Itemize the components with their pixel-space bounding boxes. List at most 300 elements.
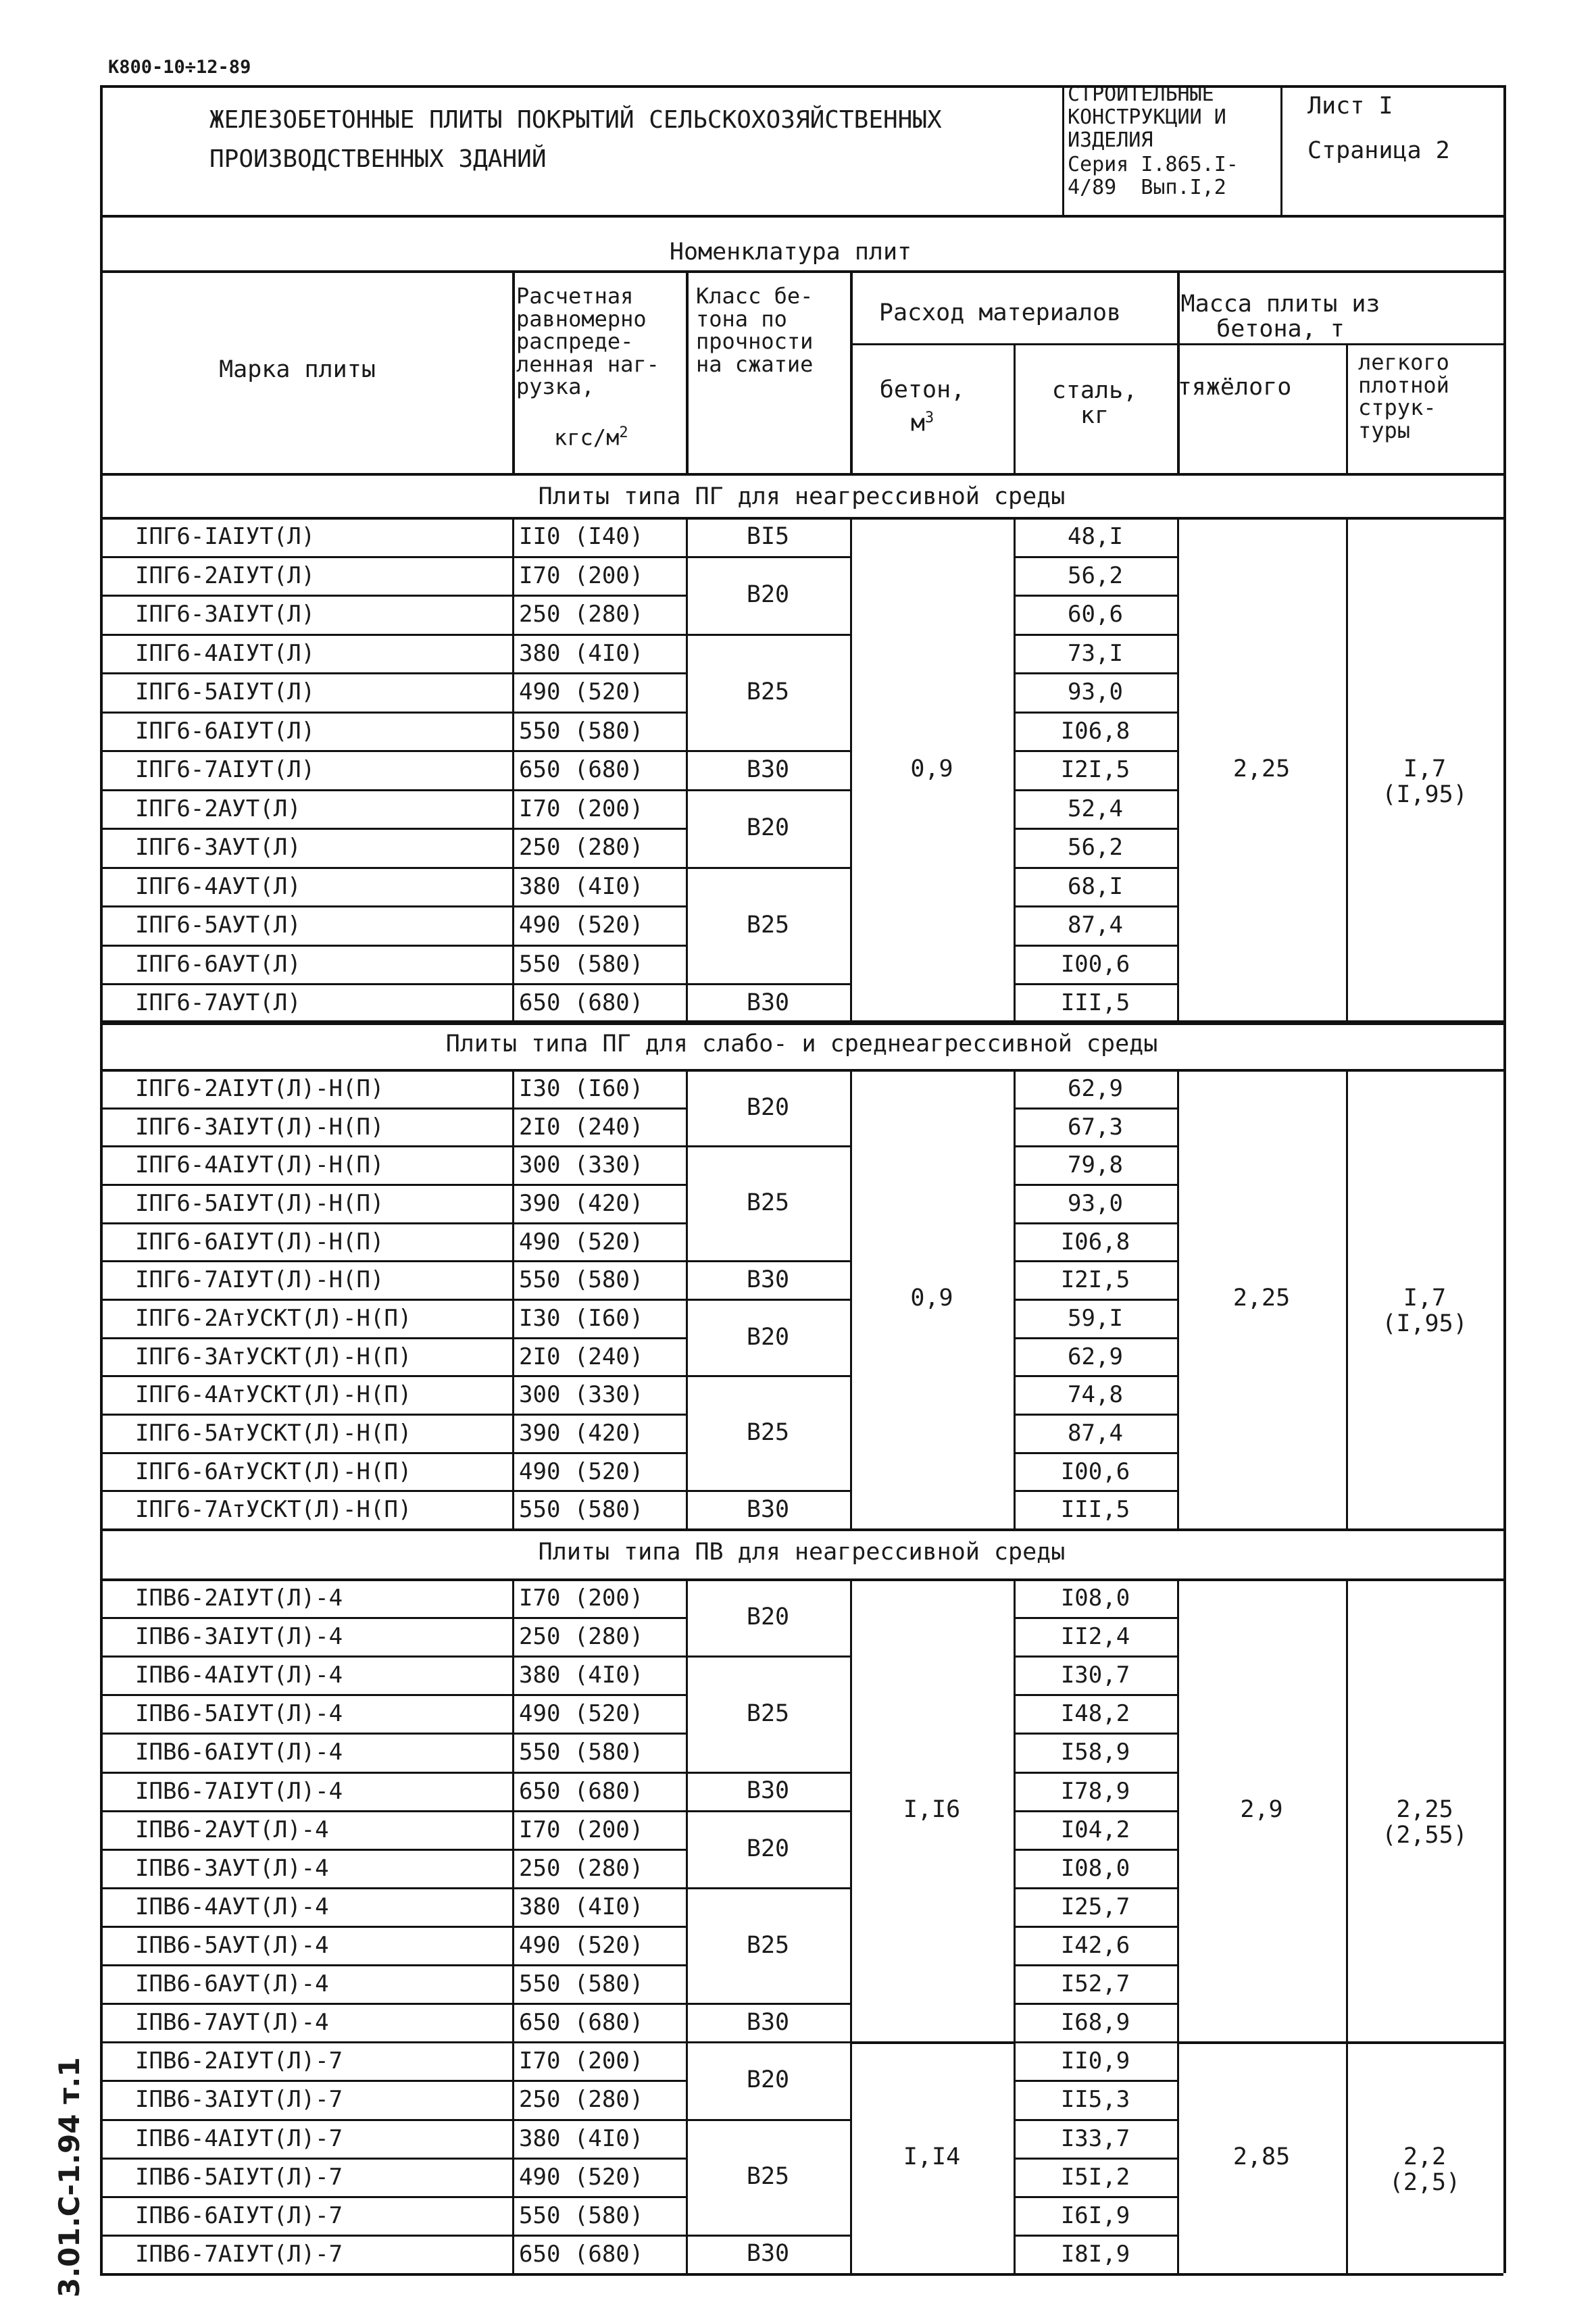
plate-mark: IПГ6-4AIУТ(Л) — [135, 639, 316, 667]
row-line — [100, 1656, 686, 1658]
section-title: Плиты типа ПГ для слабо- и среднеагрессивной среды — [445, 1030, 1158, 1057]
class-span-line — [686, 2041, 850, 2043]
row-line — [100, 2041, 686, 2043]
plate-mark: IПГ6-6AIУТ(Л)-Н(П) — [135, 1228, 384, 1255]
row-line — [100, 2235, 686, 2237]
design-load: 380 (4I0) — [519, 1893, 644, 1920]
plate-mark: IПВ6-3AIУТ(Л)-4 — [135, 1623, 343, 1651]
mass-light-concrete-alt: (I,95) — [1382, 1310, 1468, 1338]
design-load: I30 (I60) — [519, 1305, 644, 1333]
row-line — [1014, 1260, 1177, 1262]
design-load: 490 (520) — [519, 912, 644, 939]
plate-mark: IПВ6-5AIУТ(Л)-4 — [135, 1700, 343, 1728]
row-line — [100, 1107, 686, 1110]
class-span-line — [686, 750, 850, 752]
row-line — [1014, 1656, 1177, 1658]
row-line — [1014, 905, 1177, 907]
section-title: Плиты типа ПГ для неагрессивной среды — [538, 483, 1066, 510]
row-line — [1014, 2003, 1177, 2005]
row-line — [100, 1414, 686, 1416]
row-line — [100, 1694, 686, 1696]
steel-consumption: 87,4 — [1068, 912, 1123, 939]
row-line — [1014, 2158, 1177, 2160]
row-line — [100, 1375, 686, 1377]
row-line — [100, 1260, 686, 1262]
row-line — [1014, 1887, 1177, 1889]
row-line — [100, 1617, 686, 1619]
design-load: 550 (580) — [519, 2201, 644, 2229]
row-line — [100, 1887, 686, 1889]
row-line — [1014, 712, 1177, 714]
steel-consumption: I06,8 — [1060, 717, 1130, 745]
section-title-top-line — [100, 1528, 1503, 1531]
design-load: I70 (200) — [519, 2047, 644, 2075]
steel-consumption: 67,3 — [1068, 1113, 1123, 1141]
class-span-line — [686, 556, 850, 558]
row-line — [1014, 634, 1177, 636]
plate-mark: IПВ6-7AIУТ(Л)-7 — [135, 2240, 343, 2268]
row-line — [1014, 1184, 1177, 1186]
stamp-line-4: Серия I.865.I- — [1068, 153, 1239, 176]
design-load: 550 (580) — [519, 950, 644, 978]
sheet-left-line — [1280, 85, 1282, 215]
row-line — [1014, 1964, 1177, 1966]
steel-consumption: 56,2 — [1068, 562, 1123, 589]
steel-consumption: I00,6 — [1060, 950, 1130, 978]
mass-light-concrete-alt: (2,55) — [1382, 1821, 1468, 1849]
column-line — [1177, 517, 1179, 1022]
row-line — [1014, 828, 1177, 830]
table-caption: Номенклатура плит — [669, 239, 912, 266]
steel-consumption: I33,7 — [1060, 2124, 1130, 2152]
header-concrete-unit: $м^3$ — [910, 409, 934, 437]
concrete-class: B30 — [746, 1777, 790, 1805]
row-line — [100, 1145, 686, 1147]
row-line — [1014, 983, 1177, 985]
row-line — [1014, 1337, 1177, 1339]
class-span-line — [686, 634, 850, 636]
row-line — [100, 1452, 686, 1454]
steel-consumption: II2,4 — [1060, 1623, 1130, 1651]
design-load: 490 (520) — [519, 678, 644, 706]
plate-mark: IПГ6-5AIУТ(Л) — [135, 678, 316, 706]
frame-left — [100, 85, 103, 2273]
row-line — [1014, 1145, 1177, 1147]
row-line — [1014, 1772, 1177, 1774]
design-load: 550 (580) — [519, 1266, 644, 1294]
column-line — [850, 1578, 852, 2273]
steel-consumption: I58,9 — [1060, 1739, 1130, 1766]
design-load: 300 (330) — [519, 1381, 644, 1409]
mass-light-concrete: 2,25 — [1396, 1795, 1453, 1823]
plate-mark: IПГ6-2AIУТ(Л) — [135, 562, 316, 589]
plate-mark: IПГ6-2AтУСКТ(Л)-Н(П) — [135, 1305, 412, 1333]
concrete-class: B20 — [746, 1835, 790, 1862]
page-number: Страница 2 — [1307, 137, 1450, 164]
row-line — [1014, 789, 1177, 791]
steel-consumption: 74,8 — [1068, 1381, 1123, 1409]
header-col-line — [1014, 343, 1016, 473]
class-span-line — [686, 983, 850, 985]
design-load: 550 (580) — [519, 1496, 644, 1524]
concrete-volume: 0,9 — [910, 1285, 953, 1312]
steel-consumption: I5I,2 — [1060, 2163, 1130, 2191]
steel-consumption: I04,2 — [1060, 1816, 1130, 1843]
concrete-class: B30 — [746, 756, 790, 783]
frame-top — [100, 85, 1503, 88]
row-line — [1014, 672, 1177, 674]
concrete-class: BI5 — [746, 522, 790, 550]
column-line — [1346, 1578, 1348, 2273]
row-line — [1014, 1414, 1177, 1416]
plate-mark: IПГ6-4AтУСКТ(Л)-Н(П) — [135, 1381, 412, 1409]
row-line — [100, 750, 686, 752]
steel-consumption: I2I,5 — [1060, 756, 1130, 784]
row-line — [1014, 2080, 1177, 2082]
stamp-line-3: ИЗДЕЛИЯ — [1068, 128, 1153, 152]
concrete-class: B20 — [746, 1323, 790, 1351]
design-load: 650 (680) — [519, 756, 644, 784]
concrete-class: B25 — [746, 1931, 790, 1959]
row-line — [1014, 2235, 1177, 2237]
row-line — [1014, 1617, 1177, 1619]
row-line — [1014, 1375, 1177, 1377]
class-span-line — [686, 1656, 850, 1658]
header-load: Расчетная равномерно распреде- ленная наг- рузка, — [516, 283, 659, 400]
class-span-line — [686, 867, 850, 869]
row-line — [1014, 1299, 1177, 1301]
row-line — [100, 828, 686, 830]
design-load: 490 (520) — [519, 1228, 644, 1255]
steel-consumption: I78,9 — [1060, 1777, 1130, 1805]
design-load: I70 (200) — [519, 1585, 644, 1612]
row-line — [1014, 1694, 1177, 1696]
row-line — [1014, 595, 1177, 597]
row-line — [100, 1222, 686, 1224]
column-line — [1177, 1578, 1179, 2273]
header-col-line — [512, 270, 515, 473]
row-line — [100, 2196, 686, 2198]
class-span-line — [686, 789, 850, 791]
plate-mark: IПГ6-5AIУТ(Л)-Н(П) — [135, 1190, 384, 1217]
plate-mark: IПГ6-3AУТ(Л) — [135, 834, 301, 862]
row-line — [100, 1964, 686, 1966]
plate-mark: IПВ6-5AУТ(Л)-4 — [135, 1931, 329, 1959]
design-load: 550 (580) — [519, 717, 644, 745]
group-line — [850, 2041, 1014, 2044]
title-line-1: ЖЕЛЕЗОБЕТОННЫЕ ПЛИТЫ ПОКРЫТИЙ СЕЛЬСКОХОЗЯЙСТВЕННЫХ — [209, 106, 942, 134]
column-line — [850, 517, 852, 1022]
section-title-bottom-line — [100, 1069, 1503, 1072]
steel-consumption: 52,4 — [1068, 795, 1123, 822]
plate-mark: IПВ6-7AIУТ(Л)-4 — [135, 1777, 343, 1805]
design-load: 380 (4I0) — [519, 872, 644, 900]
plate-mark: IПВ6-2AIУТ(Л)-4 — [135, 1585, 343, 1612]
row-line — [100, 1337, 686, 1339]
concrete-class: B30 — [746, 2008, 790, 2036]
column-line — [1177, 1069, 1179, 1528]
header-mass: Масса плиты из бетона, т — [1180, 291, 1380, 343]
concrete-class: B20 — [746, 814, 790, 842]
design-load: 490 (520) — [519, 1458, 644, 1485]
row-line — [100, 595, 686, 597]
steel-consumption: 62,9 — [1068, 1343, 1123, 1370]
steel-consumption: I8I,9 — [1060, 2240, 1130, 2268]
design-load: 250 (280) — [519, 834, 644, 862]
header-light: легкого плотной струк- туры — [1358, 349, 1449, 443]
steel-consumption: 56,2 — [1068, 834, 1123, 862]
concrete-class: B20 — [746, 1093, 790, 1121]
stamp-line-1: СТРОИТЕЛЬНЫЕ — [1068, 82, 1214, 106]
plate-mark: IПВ6-4AIУТ(Л)-7 — [135, 2124, 343, 2152]
header-concrete: бетон, — [879, 376, 966, 403]
row-line — [100, 1299, 686, 1301]
plate-mark: IПГ6-6AУТ(Л) — [135, 950, 301, 978]
column-line — [686, 517, 688, 1022]
plate-mark: IПГ6-6AтУСКТ(Л)-Н(П) — [135, 1458, 412, 1485]
caption-bottom-line — [100, 270, 1503, 273]
row-line — [100, 672, 686, 674]
header-class: Класс бе- тона по прочности на сжатие — [696, 283, 814, 377]
section-bottom-line — [100, 2273, 1503, 2276]
steel-consumption: 68,I — [1068, 872, 1123, 900]
row-line — [100, 2003, 686, 2005]
plate-mark: IПВ6-2AУТ(Л)-4 — [135, 1816, 329, 1843]
header-heavy: тяжёлого — [1177, 374, 1292, 401]
design-load: 250 (280) — [519, 601, 644, 628]
concrete-class: B30 — [746, 1495, 790, 1523]
row-line — [100, 905, 686, 907]
steel-consumption: 62,9 — [1068, 1075, 1123, 1102]
concrete-class: B30 — [746, 2240, 790, 2268]
steel-consumption: 48,I — [1068, 523, 1123, 550]
design-load: 550 (580) — [519, 1739, 644, 1766]
steel-consumption: I00,6 — [1060, 1458, 1130, 1485]
steel-consumption: 73,I — [1068, 639, 1123, 667]
sheet-number: Лист I — [1307, 93, 1393, 120]
plate-mark: IПВ6-5AIУТ(Л)-7 — [135, 2163, 343, 2191]
plate-mark: IПВ6-7AУТ(Л)-4 — [135, 2009, 329, 2037]
class-span-line — [686, 2119, 850, 2121]
steel-consumption: II5,3 — [1060, 2086, 1130, 2114]
row-line — [100, 867, 686, 869]
row-line — [1014, 1222, 1177, 1224]
design-load: 390 (420) — [519, 1420, 644, 1447]
design-load: 650 (680) — [519, 2240, 644, 2268]
plate-mark: IПГ6-2AIУТ(Л)-Н(П) — [135, 1075, 384, 1102]
row-line — [100, 2119, 686, 2121]
design-load: 490 (520) — [519, 1700, 644, 1728]
header-col-line — [1346, 343, 1348, 473]
design-load: 650 (680) — [519, 1777, 644, 1805]
steel-consumption: I08,0 — [1060, 1854, 1130, 1882]
column-line — [850, 1069, 852, 1528]
concrete-class: B25 — [746, 2163, 790, 2191]
row-line — [100, 1926, 686, 1928]
steel-consumption: 93,0 — [1068, 678, 1123, 706]
plate-mark: IПВ6-6AIУТ(Л)-7 — [135, 2201, 343, 2229]
row-line — [1014, 1733, 1177, 1735]
design-load: 2I0 (240) — [519, 1113, 644, 1141]
concrete-volume: 0,9 — [910, 755, 953, 782]
class-span-line — [686, 1810, 850, 1812]
row-line — [100, 556, 686, 558]
class-span-line — [686, 1375, 850, 1377]
mass-light-concrete: I,7 — [1403, 755, 1447, 782]
design-load: 550 (580) — [519, 1970, 644, 1998]
design-load: 250 (280) — [519, 2086, 644, 2114]
row-line — [100, 1772, 686, 1774]
row-line — [100, 1733, 686, 1735]
concrete-class: B25 — [746, 1419, 790, 1447]
steel-consumption: I30,7 — [1060, 1662, 1130, 1689]
design-load: 650 (680) — [519, 989, 644, 1017]
concrete-class: B30 — [746, 1266, 790, 1293]
plate-mark: IПГ6-5AУТ(Л) — [135, 912, 301, 939]
steel-consumption: I08,0 — [1060, 1585, 1130, 1612]
design-load: 250 (280) — [519, 1854, 644, 1882]
row-line — [100, 789, 686, 791]
title-line-2: ПРОИЗВОДСТВЕННЫХ ЗДАНИЙ — [209, 145, 547, 173]
document-code: К800-10÷12-89 — [108, 57, 251, 78]
row-line — [100, 1810, 686, 1812]
plate-mark: IПГ6-7AIУТ(Л)-Н(П) — [135, 1266, 384, 1294]
steel-consumption: 87,4 — [1068, 1420, 1123, 1447]
mass-heavy-concrete: 2,9 — [1240, 1795, 1283, 1823]
design-load: 300 (330) — [519, 1151, 644, 1179]
mass-light-concrete-alt: (I,95) — [1382, 781, 1468, 808]
concrete-class: B25 — [746, 678, 790, 705]
design-load: I30 (I60) — [519, 1075, 644, 1102]
design-load: I70 (200) — [519, 1816, 644, 1843]
side-document-code: 3.01.С-1.94 т.1 — [53, 2057, 86, 2297]
design-load: 380 (4I0) — [519, 1662, 644, 1689]
mass-heavy-concrete: 2,25 — [1232, 755, 1291, 782]
plate-mark: IПВ6-4AУТ(Л)-4 — [135, 1893, 329, 1920]
plate-mark: IПГ6-IAIУТ(Л) — [135, 523, 316, 550]
steel-consumption: 93,0 — [1068, 1190, 1123, 1217]
row-line — [100, 1849, 686, 1851]
concrete-volume: I,I4 — [903, 2143, 961, 2170]
steel-consumption: I48,2 — [1060, 1700, 1130, 1728]
steel-consumption: I42,6 — [1060, 1931, 1130, 1959]
steel-consumption: 59,I — [1068, 1305, 1123, 1333]
row-line — [100, 634, 686, 636]
header-bottom-line — [100, 215, 1503, 218]
plate-mark: IПГ6-4AУТ(Л) — [135, 872, 301, 900]
design-load: 490 (520) — [519, 2163, 644, 2191]
concrete-class: B25 — [746, 1699, 790, 1727]
concrete-class: B25 — [746, 1189, 790, 1217]
row-line — [100, 945, 686, 947]
row-line — [1014, 750, 1177, 752]
design-load: I70 (200) — [519, 795, 644, 822]
section-title-top-line — [100, 1020, 1503, 1023]
section-title-bottom-line — [100, 517, 1503, 520]
class-span-line — [686, 1887, 850, 1889]
plate-mark: IПВ6-6AУТ(Л)-4 — [135, 1970, 329, 1998]
column-line — [686, 1578, 688, 2273]
row-line — [100, 712, 686, 714]
concrete-class: B20 — [746, 2066, 790, 2094]
steel-consumption: III,5 — [1060, 989, 1130, 1017]
header-steel: сталь, кг — [1051, 377, 1138, 429]
header-materials: Расход материалов — [878, 299, 1122, 326]
row-line — [1014, 2041, 1177, 2043]
concrete-class: B30 — [746, 989, 790, 1017]
design-load: 490 (520) — [519, 1931, 644, 1959]
column-line — [1346, 1069, 1348, 1528]
mass-heavy-concrete: 2,25 — [1232, 1285, 1291, 1312]
plate-mark: IПГ6-7AIУТ(Л) — [135, 756, 316, 784]
design-load: 390 (420) — [519, 1190, 644, 1217]
row-line — [100, 2080, 686, 2082]
mass-heavy-concrete: 2,85 — [1232, 2143, 1291, 2170]
steel-consumption: I25,7 — [1060, 1893, 1130, 1920]
concrete-class: B20 — [746, 1603, 790, 1631]
design-load: II0 (I40) — [519, 523, 644, 550]
row-line — [1014, 556, 1177, 558]
design-load: 380 (4I0) — [519, 639, 644, 667]
column-line — [1346, 517, 1348, 1022]
plate-mark: IПГ6-7AУТ(Л) — [135, 989, 301, 1017]
plate-mark: IПГ6-7AтУСКТ(Л)-Н(П) — [135, 1496, 412, 1524]
row-line — [1014, 2119, 1177, 2121]
class-span-line — [686, 1260, 850, 1262]
section-title-bottom-line — [100, 1578, 1503, 1581]
row-line — [100, 2158, 686, 2160]
class-span-line — [686, 1490, 850, 1492]
row-line — [100, 1490, 686, 1492]
concrete-class: B20 — [746, 581, 790, 609]
design-load: 2I0 (240) — [519, 1343, 644, 1370]
header-col-line — [850, 270, 853, 473]
steel-consumption: I52,7 — [1060, 1970, 1130, 1998]
header-load-unit: кгс/$м^2$ — [554, 424, 628, 451]
section-title: Плиты типа ПВ для неагрессивной среды — [538, 1539, 1066, 1566]
class-span-line — [686, 1299, 850, 1301]
plate-mark: IПГ6-4AIУТ(Л)-Н(П) — [135, 1151, 384, 1179]
group-line — [1177, 2041, 1503, 2044]
mass-light-concrete: I,7 — [1403, 1285, 1447, 1312]
row-line — [1014, 945, 1177, 947]
plate-mark: IПГ6-6AIУТ(Л) — [135, 717, 316, 745]
steel-consumption: II0,9 — [1060, 2047, 1130, 2075]
header-col-line — [686, 270, 689, 473]
plate-mark: IПГ6-3AIУТ(Л)-Н(П) — [135, 1113, 384, 1141]
mass-light-concrete: 2,2 — [1403, 2143, 1447, 2170]
steel-consumption: I06,8 — [1060, 1228, 1130, 1255]
plate-mark: IПВ6-6AIУТ(Л)-4 — [135, 1739, 343, 1766]
row-line — [1014, 1849, 1177, 1851]
row-line — [1014, 1452, 1177, 1454]
frame-right — [1503, 85, 1506, 2273]
concrete-class: B25 — [746, 912, 790, 939]
mass-light-concrete-alt: (2,5) — [1389, 2168, 1461, 2196]
steel-consumption: 79,8 — [1068, 1151, 1123, 1179]
class-span-line — [686, 2003, 850, 2005]
design-load: 380 (4I0) — [519, 2124, 644, 2152]
row-line — [1014, 1810, 1177, 1812]
plate-mark: IПВ6-3AУТ(Л)-4 — [135, 1854, 329, 1882]
plate-mark: IПГ6-3AIУТ(Л) — [135, 601, 316, 628]
plate-mark: IПГ6-2AУТ(Л) — [135, 795, 301, 822]
plate-mark: IПВ6-3AIУТ(Л)-7 — [135, 2086, 343, 2114]
steel-consumption: I2I,5 — [1060, 1266, 1130, 1294]
stamp-line-2: КОНСТРУКЦИИ И — [1068, 105, 1226, 129]
stamp-line-5: 4/89 Вып.I,2 — [1068, 176, 1226, 199]
row-line — [1014, 867, 1177, 869]
